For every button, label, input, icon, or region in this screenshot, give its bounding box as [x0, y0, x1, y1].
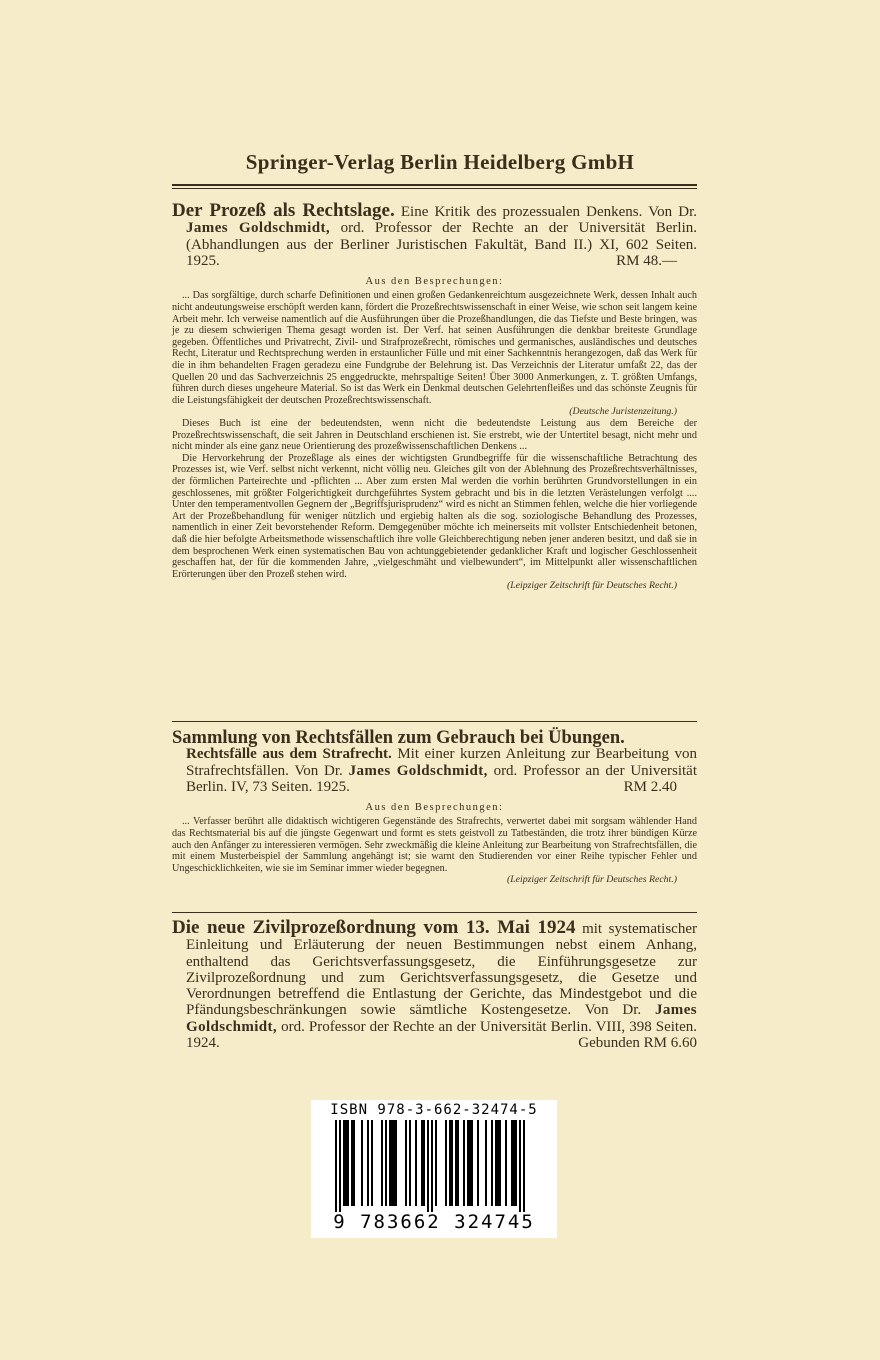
author-name: James Goldschmidt,	[348, 762, 488, 779]
ean-digits: 9 783662 324745	[333, 1211, 535, 1233]
barcode-bar	[471, 1120, 473, 1206]
barcode-bar	[381, 1120, 383, 1206]
barcode-bars	[321, 1120, 547, 1212]
barcode-bar	[505, 1120, 507, 1206]
reviews-block	[172, 290, 697, 591]
book-subtitle: Rechtsfälle aus dem Strafrecht.	[186, 746, 392, 763]
barcode-bar	[457, 1120, 459, 1206]
isbn-label: ISBN 978-3-662-32474-5	[330, 1102, 538, 1118]
barcode-bar	[515, 1120, 517, 1206]
barcode-bar	[463, 1120, 465, 1206]
barcode-bar	[415, 1120, 417, 1206]
barcode-bar	[395, 1120, 397, 1206]
book-description-text	[172, 917, 697, 1052]
barcode-bar	[393, 1120, 395, 1206]
book-subtitle: Eine Kritik des prozessualen Denkens.	[394, 204, 643, 220]
author-prefix: Von Dr.	[648, 204, 698, 220]
barcode-bar	[389, 1120, 391, 1206]
book-title: Der Prozeß als Rechtslage.	[172, 200, 395, 221]
review-source: (Leipziger Zeitschrift für Deutsches Recht.)	[506, 874, 677, 886]
book-price: Gebunden RM 6.60	[578, 1035, 697, 1052]
barcode-bar	[445, 1120, 447, 1206]
barcode-bar	[385, 1120, 387, 1206]
review-source: (Deutsche Juristenzeitung.)	[569, 406, 677, 418]
book-price: RM 2.40	[623, 779, 677, 796]
reviews-header: Aus den Besprechungen:	[365, 276, 504, 288]
book-details-2: ord. Professor der Rechte an der Universität Berlin. VIII, 398 Seiten. 1924.	[186, 1018, 697, 1052]
barcode-bar	[451, 1120, 453, 1206]
barcode-bar	[361, 1120, 363, 1206]
reviews-block	[172, 816, 697, 886]
barcode-bar	[513, 1120, 515, 1206]
barcode-bar	[455, 1120, 457, 1206]
barcode-bar	[391, 1120, 393, 1206]
book-title: Sammlung von Rechtsfällen zum Gebrauch bei Übungen.	[172, 728, 625, 748]
barcode-bar	[423, 1120, 425, 1206]
review-text: ... Das sorgfältige, durch scharfe Definitionen und einen großen Gedankenreichtum ausgezeichnete Werk, dessen Inhalt auch nicht andeutungsweise erschöpft werden kann, fördert die Prozeßrechtswissenschaft in einer Weise, wie schon seit langem keine Arbeit mehr. Ich verweise namentlich auf die Ausführungen über die Prozeßhandlungen, die das Tiefste und Beste bringen, was je zu diesem schwierigen Thema gesagt worden ist. Der Verf. hat seinen Ausführungen die denkbar breiteste Grundlage gegeben. Öffentliches und Privatrecht, Zivil- und Strafprozeßrecht, römisches und germanisches, ausländisches und deutsches Recht, Literatur und Rechtsprechung werden in erstaunlicher Fülle und mit einer Sachkenntnis herangezogen, daß das Werk für die in ihm behandelten Fragen geradezu eine Fundgrube der Belehrung ist. Das Verzeichnis der Literatur umfaßt 22, das der Quellen 20 und das Sachverzeichnis 25 enggedruckte, mehrspaltige Seiten! Über 3000 Anmerkungen, z. T. größten Umfangs, führen durch dieses ungeheure Material. So ist das Werk ein Denkmal deutschen Gelehrtenfleißes und das schönste Zeugnis für die Leistungsfähigkeit der deutschen Prozeßrechtswissenschaft.	[172, 290, 697, 406]
barcode-bar	[335, 1120, 337, 1212]
book-description	[172, 917, 697, 1052]
barcode-bar	[409, 1120, 411, 1206]
review-source: (Leipziger Zeitschrift für Deutsches Recht.)	[506, 580, 677, 592]
header-rule	[172, 184, 697, 189]
barcode-bar	[491, 1120, 493, 1206]
book-details: mit systematischer Einleitung und Erläuterung der neuen Bestimmungen nebst einem Anhang, enthaltend das Gerichtsverfassungsgesetz, die Einführungsgesetze zur Zivilprozeßordnung und zum Gerichtsverfassungsgesetz, die Gesetze und Verordnungen betreffend die Entlastung der Gerichte, das Mindestgebot und die Pfändungsbeschränkungen sowie sämtliche Kostengesetze. Von Dr.	[186, 921, 697, 1019]
barcode-bar	[405, 1120, 407, 1206]
book-entry-rechtsfaelle	[172, 730, 697, 886]
review-text: Dieses Buch ist eine der bedeutendsten, wenn nicht die bedeutendste Leistung aus dem Bereiche der Prozeßrechtswissenschaft, die seit Jahren in Deutschland erschienen ist. Sie erstrebt, wie der Untertitel besagt, nicht mehr und nicht minder als eine ganz neue Orientierung des prozeßwissenschaftlichen Denkens ...	[172, 418, 697, 453]
barcode-bar	[469, 1120, 471, 1206]
barcode-bar	[435, 1120, 437, 1206]
barcode-bar	[345, 1120, 347, 1206]
barcode-bar	[347, 1120, 349, 1206]
barcode-bar	[511, 1120, 513, 1206]
book-title: Die neue Zivilprozeßordnung vom 13. Mai 1924	[172, 917, 576, 938]
review-text: ... Verfasser berührt alle didaktisch wichtigeren Gegenstände des Strafrechts, verwertet dabei mit sorgsam wählender Hand das Rechtsmaterial bis auf die jüngste Gegenwart und formt es stets geistvoll zu Tatbeständen, die trotz ihrer bündigen Kürze auch den Anfänger zu interessieren vermögen. Sehr zweckmäßig die kleine Anleitung zur Bearbeitung von Strafrechtsfällen, die mit einem Musterbeispiel der Sammlung angehängt ist; sie warnt den Studierenden vor einer Reihe typischer Fehler und Ungeschicklichkeiten, wie sie im Seminar immer wieder begegnen.	[172, 816, 697, 874]
book-details: Mit einer kurzen Anleitung zur Bearbeitung von Strafrechtsfällen. Von Dr.	[186, 746, 697, 779]
divider	[172, 721, 697, 722]
barcode-bar	[523, 1120, 525, 1212]
author-name: James Goldschmidt,	[186, 1002, 697, 1035]
barcode-bar	[427, 1120, 429, 1212]
barcode-bar	[421, 1120, 423, 1206]
book-description	[172, 730, 697, 795]
barcode-bar	[367, 1120, 369, 1206]
barcode-bar	[467, 1120, 469, 1206]
barcode-bar	[339, 1120, 341, 1212]
barcode-bar	[485, 1120, 487, 1206]
book-entry-zpo	[172, 917, 697, 1052]
author-name: James Goldschmidt,	[186, 220, 331, 237]
book-description	[172, 200, 698, 270]
review-text: Die Hervorkehrung der Prozeßlage als eines der wichtigsten Grundbegriffe für die wissenschaftliche Betrachtung des Prozesses ist, wie Verf. selbst nicht verkennt, nicht völlig neu. Gleiches gilt von der Ablehnung des Prozeßrechtsverhältnisses, der förmlichen Parteirechte und -pflichten ... Aber zum ersten Mal werden die vorhin berührten Grundvorstellungen in ein geschlossenes, mit größter Folgerichtigkeit durchgeführtes System gebracht und bis in die letzten Verästelungen verfolgt .... Unter den temperamentvollen Gegnern der „Begriffsjurisprudenz“ wird es nicht an Stimmen fehlen, welche die hier vorliegende Art der Prozeßbehandlung für weniger nützlich und ergiebig halten als die sog. soziologische Behandlung des Prozesses, namentlich in einer Zeit bevorstehender Reform. Demgegenüber möchte ich meinerseits mit vollster Entschiedenheit betonen, daß die hier befolgte Arbeitsmethode wissenschaftlich ihre volle Gleichberechtigung neben jener anderen besitzt, und daß sie in dem besprochenen Werk einen systematischen Bau von achtunggebietender gedanklicher Kraft und logischer Geschlossenheit geschaffen hat, der für die kommenden Jahre, „vielgeschmäht und vielbewundert“, im Mittelpunkt aller wissenschaftlichen Erörterungen über den Prozeß stehen wird.	[172, 452, 697, 580]
barcode	[311, 1100, 557, 1238]
divider	[172, 912, 697, 913]
barcode-bar	[431, 1120, 433, 1212]
barcode-bar	[477, 1120, 479, 1206]
barcode-bar	[495, 1120, 497, 1206]
book-details: ord. Professor der Rechte an der Universität Berlin. (Abhandlungen aus der Berliner Juristischen Fakultät, Band II.) XI, 602 Seiten. 1925.	[186, 220, 697, 269]
barcode-bar	[343, 1120, 345, 1206]
book-price: RM 48.—	[616, 253, 677, 270]
barcode-bar	[353, 1120, 355, 1206]
barcode-bar	[497, 1120, 499, 1206]
book-entry-prozess	[172, 200, 698, 592]
barcode-bar	[519, 1120, 521, 1212]
barcode-bar	[371, 1120, 373, 1206]
book-details-2: ord. Professor an der Universität Berlin. IV, 73 Seiten. 1925.	[186, 762, 697, 795]
barcode-bar	[351, 1120, 353, 1206]
barcode-bar	[449, 1120, 451, 1206]
publisher-heading: Springer-Verlag Berlin Heidelberg GmbH	[245, 150, 635, 174]
barcode-bar	[499, 1120, 501, 1206]
reviews-header: Aus den Besprechungen:	[365, 802, 504, 814]
